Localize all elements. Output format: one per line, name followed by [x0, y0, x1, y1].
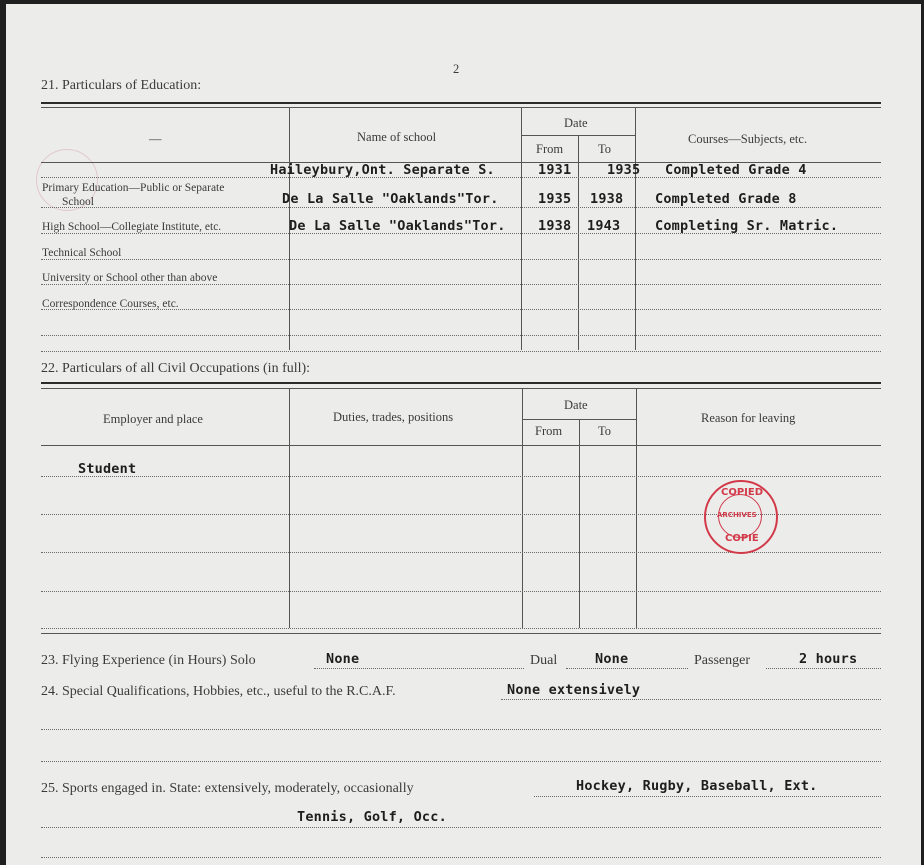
solo-line	[314, 668, 524, 669]
qualifications-value: None extensively	[507, 682, 641, 698]
col-divider	[522, 388, 523, 628]
col-header-from: From	[536, 142, 564, 156]
row-line	[41, 207, 881, 208]
section-24-label: 24. Special Qualifications, Hobbies, etc., useful to the R.C.A.F.	[41, 684, 396, 699]
stamp-text-bottom: COPIE	[725, 533, 759, 544]
dual-hours: None	[595, 651, 629, 667]
edu-courses-2: Completed Grade 8	[655, 191, 797, 207]
section-23-label: 23. Flying Experience (in Hours) Solo	[41, 653, 256, 668]
section-22-title: 22. Particulars of all Civil Occupations (in full):	[41, 361, 311, 376]
col-divider	[579, 419, 580, 628]
col-divider	[636, 388, 637, 628]
col-header-to: To	[598, 142, 612, 156]
date-subheader-rule	[522, 419, 636, 420]
row-line	[41, 335, 881, 336]
edu-to-2: 1938	[590, 191, 624, 207]
row-line	[41, 309, 881, 310]
edu-to-1: 1935	[607, 162, 641, 178]
col-divider	[289, 388, 290, 628]
dual-label: Dual	[530, 653, 558, 668]
form-page	[6, 4, 921, 865]
page-number: 2	[453, 62, 460, 76]
qualifications-line-3	[41, 761, 881, 762]
row-label-technical: Technical School	[42, 247, 122, 259]
col-header-to: To	[598, 424, 612, 438]
col-divider	[521, 107, 522, 350]
col-header-duties: Duties, trades, positions	[333, 410, 454, 424]
row-line	[41, 259, 881, 260]
col-divider	[578, 135, 579, 350]
edu-from-2: 1935	[538, 191, 572, 207]
row-line	[41, 351, 881, 352]
col-header-employer: Employer and place	[103, 412, 203, 426]
row-label-primary: Primary Education—Public or Separate	[42, 182, 225, 194]
section-21-top-rule	[41, 102, 881, 104]
edu-from-3: 1938	[538, 218, 572, 234]
archive-stamp	[704, 480, 778, 554]
row-line	[41, 284, 881, 285]
date-subheader-rule	[521, 135, 635, 136]
col-header-name-of-school: Name of school	[357, 130, 437, 144]
row-label-high-school: High School—Collegiate Institute, etc.	[42, 221, 222, 233]
sports-value-line-1: Hockey, Rugby, Baseball, Ext.	[576, 778, 818, 794]
edu-school-1: Haileybury,Ont. Separate S.	[270, 162, 495, 178]
row-line	[41, 552, 881, 553]
dual-line	[566, 668, 688, 669]
sports-line-3	[41, 857, 881, 858]
section-25-label: 25. Sports engaged in. State: extensively, moderately, occasionally	[41, 781, 414, 796]
col-header-courses: Courses—Subjects, etc.	[688, 132, 808, 146]
solo-hours: None	[326, 651, 360, 667]
col-header-date: Date	[564, 398, 588, 412]
col-header-from: From	[535, 424, 563, 438]
sports-line-2	[41, 827, 881, 828]
col-header-dash: —	[149, 132, 162, 146]
edu-courses-3: Completing Sr. Matric.	[655, 218, 839, 234]
section-21-title: 21. Particulars of Education:	[41, 78, 202, 93]
row-label-primary-school: School	[62, 196, 94, 208]
section-22-bottom-rule	[41, 633, 881, 634]
sports-line	[534, 796, 881, 797]
col-header-date: Date	[564, 116, 588, 130]
col-header-reason: Reason for leaving	[701, 411, 796, 425]
edu-school-2: De La Salle "Oaklands"Tor.	[282, 191, 499, 207]
row-label-university: University or School other than above	[42, 272, 218, 284]
edu-courses-1: Completed Grade 4	[665, 162, 807, 178]
edu-from-1: 1931	[538, 162, 572, 178]
row-line	[41, 591, 881, 592]
row-line	[41, 476, 881, 477]
stamp-text-top: COPIED	[721, 487, 764, 498]
qualifications-line-2	[41, 729, 881, 730]
passenger-label: Passenger	[694, 653, 750, 668]
row-line	[41, 628, 881, 629]
passenger-line	[766, 668, 881, 669]
section-22-top-rule-thin	[41, 388, 881, 389]
stamp-text-middle: ARCHIVES	[717, 511, 757, 519]
header-bottom-rule	[41, 445, 881, 446]
col-divider	[635, 107, 636, 350]
sports-value-line-2: Tennis, Golf, Occ.	[297, 809, 447, 825]
row-label-correspondence: Correspondence Courses, etc.	[42, 298, 179, 310]
occupation-employer-1: Student	[78, 461, 137, 477]
qualifications-line	[501, 699, 881, 700]
edu-to-3: 1943	[587, 218, 621, 234]
passenger-hours: 2 hours	[799, 651, 858, 667]
section-22-top-rule	[41, 382, 881, 384]
edu-school-3: De La Salle "Oaklands"Tor.	[289, 218, 506, 234]
section-21-top-rule-thin	[41, 107, 881, 108]
